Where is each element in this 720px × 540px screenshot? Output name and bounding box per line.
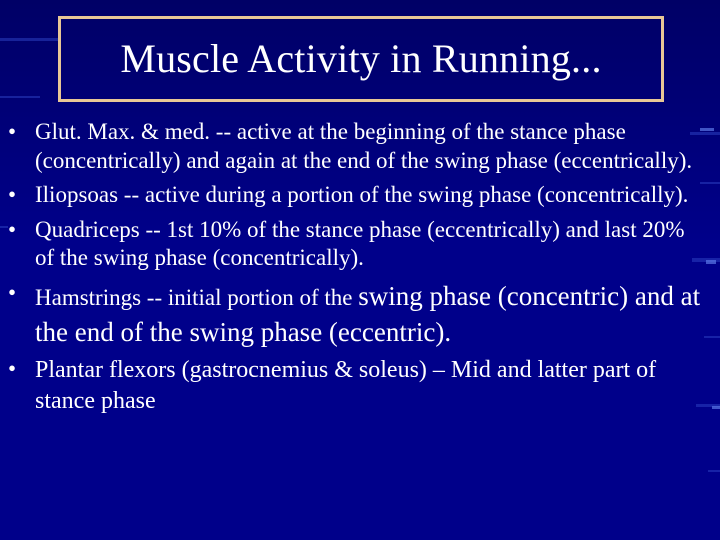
hamstrings-text-small: Hamstrings -- initial portion of the (35, 284, 359, 310)
bullet-marker: • (8, 119, 17, 144)
title-frame (58, 16, 664, 102)
bullet-text-iliopsoas: Iliopsoas -- active during a portion of the swing phase (concentrically). (35, 182, 689, 207)
hamstrings-text-large: swing phase (concentric) and at the end of the swing phase (eccentric). (35, 280, 701, 347)
bullet-marker: • (8, 355, 17, 381)
bullet-item (8, 181, 708, 210)
bullet-item (8, 279, 708, 351)
bullet-text-glut: Glut. Max. & med. -- active at the beginning of the stance phase (concentrically) and again at the end of the swing phase (eccentrically). (35, 119, 693, 173)
bullet-text-quadriceps: Quadriceps -- 1st 10% of the stance phase (eccentrically) and last 20% of the swing phase (concentrically). (35, 216, 685, 270)
bullet-marker: • (8, 279, 17, 305)
bullet-marker: • (8, 182, 17, 207)
bullet-marker: • (8, 216, 17, 242)
bullet-text-hamstrings (35, 280, 701, 347)
bullet-text-plantar-flexors: Plantar flexors (gastrocnemius & soleus) – Mid and latter part of stance phase (35, 356, 657, 414)
bullet-item (8, 355, 708, 417)
bullet-list (8, 118, 708, 417)
slide-title: Muscle Activity in Running... (120, 36, 602, 81)
bullet-item (8, 216, 708, 273)
bullet-item (8, 118, 708, 175)
